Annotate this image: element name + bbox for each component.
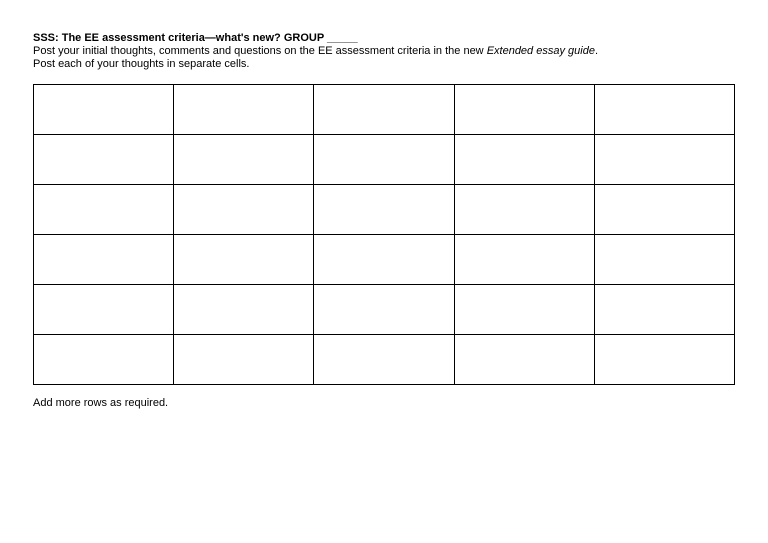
table-cell[interactable] [34,185,174,235]
table-cell[interactable] [34,135,174,185]
instruction-text-end: . [594,45,598,57]
table-cell[interactable] [174,85,314,135]
table-cell[interactable] [34,235,174,285]
table-cell[interactable] [314,285,454,335]
table-cell[interactable] [314,335,454,385]
table-cell[interactable] [314,235,454,285]
table-row [34,185,735,235]
thoughts-table-body [34,85,735,385]
document-page [33,32,736,410]
table-cell[interactable] [594,235,734,285]
table-cell[interactable] [454,335,594,385]
table-cell[interactable] [594,285,734,335]
instruction-text-start: Post your initial thoughts, comments and questions on the EE assessment criteria in the new [33,45,487,57]
table-cell[interactable] [34,335,174,385]
table-cell[interactable] [174,235,314,285]
table-cell[interactable] [174,185,314,235]
table-cell[interactable] [594,85,734,135]
table-row [34,285,735,335]
guide-title-italic: Extended essay guide [486,45,595,57]
table-cell[interactable] [174,335,314,385]
table-cell[interactable] [594,335,734,385]
table-cell[interactable] [454,85,594,135]
instruction-line-2: Post each of your thoughts in separate cells. [33,58,250,70]
table-cell[interactable] [454,285,594,335]
table-cell[interactable] [454,135,594,185]
table-cell[interactable] [174,285,314,335]
thoughts-table [33,84,735,385]
table-cell[interactable] [314,85,454,135]
table-cell[interactable] [34,85,174,135]
table-cell[interactable] [314,135,454,185]
table-row [34,135,735,185]
table-cell[interactable] [314,185,454,235]
instruction-line-1 [33,45,736,58]
table-row [34,85,735,135]
document-title: SSS: The EE assessment criteria—what's new? GROUP _____ [33,32,358,44]
table-cell[interactable] [174,135,314,185]
table-row [34,235,735,285]
footer-note: Add more rows as required. [33,397,169,409]
table-cell[interactable] [34,285,174,335]
table-cell[interactable] [594,135,734,185]
table-cell[interactable] [454,235,594,285]
table-cell[interactable] [454,185,594,235]
table-row [34,335,735,385]
table-cell[interactable] [594,185,734,235]
